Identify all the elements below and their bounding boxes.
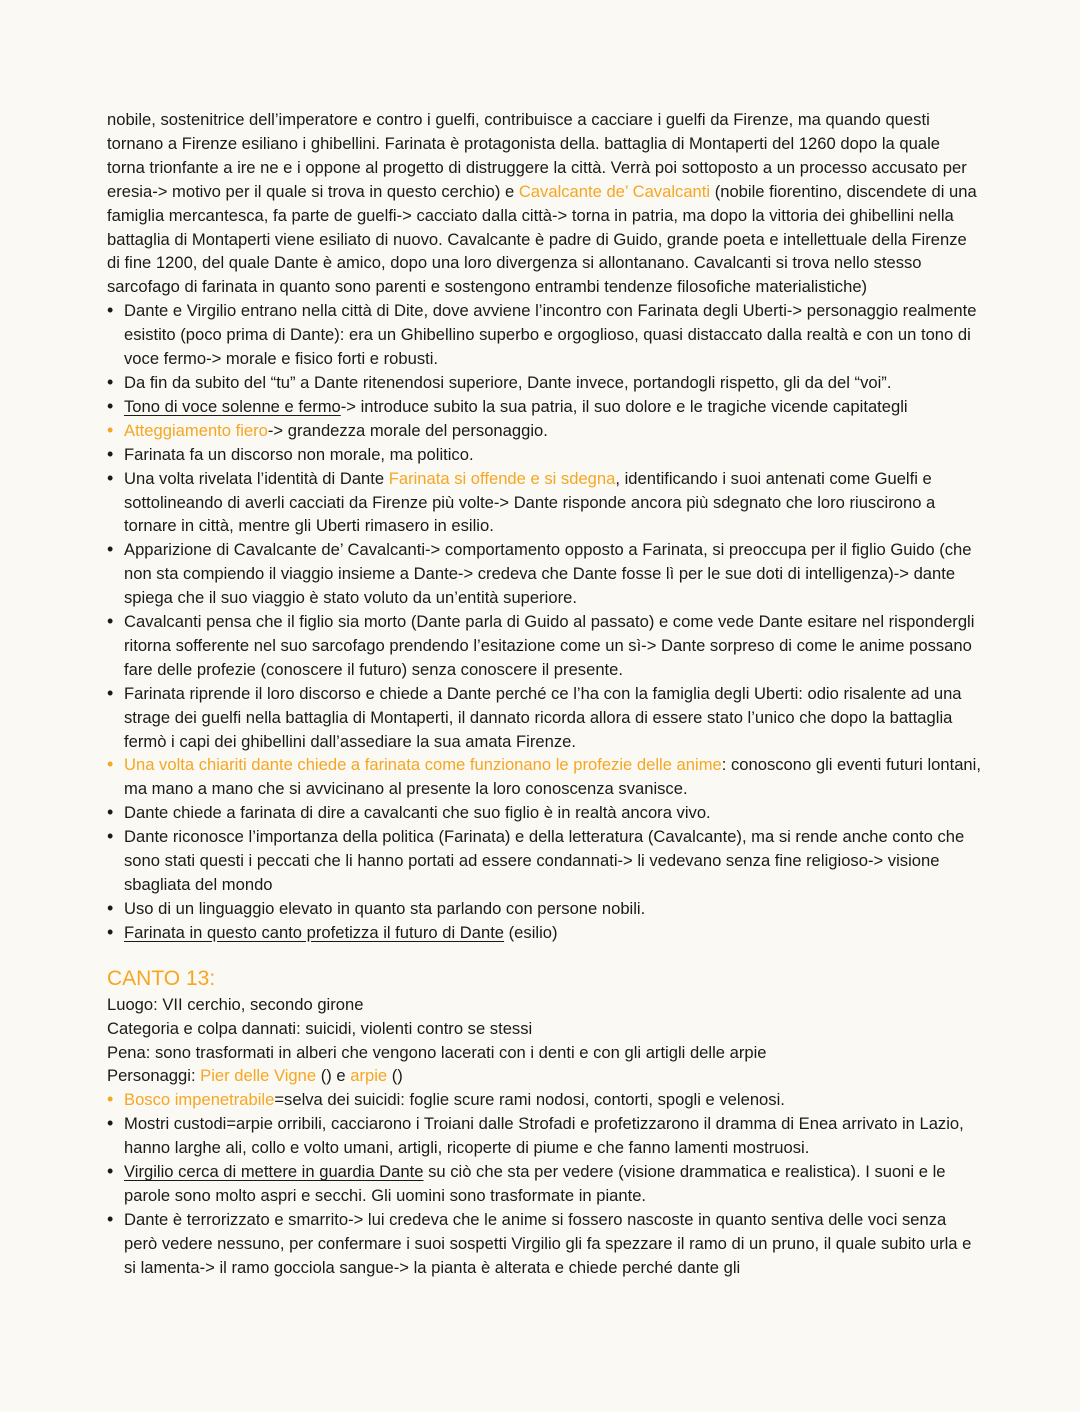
personaggi-line (107, 1064, 982, 1088)
personaggi-text: () (387, 1066, 403, 1086)
list-item (107, 1088, 982, 1112)
list-item-text: Farinata riprende il loro discorso e chiede a Dante perché ce l’ha con la famiglia degli Uberti: odio risalente ad una strage dei guelfi nella battaglia di Montaperti, il dannato ricorda allora di essere stato l’unico che dopo la battaglia fermò i capi dei ghibellini dall’assediare la sua amata Firenze. (124, 683, 962, 751)
intro-paragraph (107, 108, 982, 299)
highlight-text: Farinata si offende e si sdegna (388, 468, 616, 488)
list-item-text: Una volta rivelata l’identità di Dante (124, 468, 389, 488)
list-item-text: Mostri custodi=arpie orribili, cacciarono i Troiani dalle Strofadi e profetizzarono il dramma di Enea arrivato in Lazio, hanno larghe ali, collo e volto umani, artigli, ricoperte di piume e che fanno lamenti mostruosi. (124, 1114, 964, 1158)
highlight-text: Atteggiamento fiero (124, 420, 268, 440)
highlight-text: Una volta chiariti dante chiede a farinata come funzionano le profezie delle anime (124, 755, 722, 775)
categoria-line: Categoria e colpa dannati: suicidi, violenti contro se stessi (107, 1018, 533, 1038)
list-item-text: -> introduce subito la sua patria, il suo dolore e le tragiche vicende capitategli (340, 396, 908, 416)
list-item (107, 897, 982, 921)
canto13-heading: CANTO 13: (107, 966, 216, 990)
list-item-text: Farinata fa un discorso non morale, ma politico. (124, 444, 474, 464)
list-item-text: : conoscono gli eventi futuri lontani, ma mano a mano che si avvicinano al presente la loro conoscenza svanisce. (124, 755, 981, 799)
pena-line: Pena: sono trasformati in alberi che vengono lacerati con i denti e con gli artigli delle arpie (107, 1042, 767, 1062)
highlight-text: Bosco impenetrabile (124, 1090, 275, 1110)
list-item (107, 682, 982, 754)
luogo-line: Luogo: VII cerchio, secondo girone (107, 994, 364, 1014)
list-item-text: su ciò che sta per vedere (visione drammatica e realistica). I suoni e le parole sono molto aspri e secchi. Gli uomini sono trasformate in piante. (124, 1162, 946, 1205)
intro-text-1: nobile, sostenitrice dell’imperatore e contro i guelfi, contribuisce a cacciare i guelfi da Firenze, ma quando questi tornano a Firenze esiliano i ghibellini. Farinata è protagonista della. battaglia di Montaperti del 1260 dopo la quale torna trionfante a ire ne e i oppone al progetto di distruggere la città. Verrà poi sottoposto a un processo accusato per eresia-> motivo per il quale si trova in questo cerchio) e (107, 110, 967, 201)
list-item (107, 443, 982, 467)
list-item (107, 371, 982, 395)
list-item (107, 801, 982, 825)
underlined-text: Tono di voce solenne e fermo (124, 396, 341, 416)
list-item-text: (esilio) (504, 922, 558, 942)
list-item (107, 1208, 982, 1280)
list-item-text: =selva dei suicidi: foglie scure rami nodosi, contorti, spogli e velenosi. (274, 1090, 785, 1110)
list-item (107, 753, 982, 801)
list-item (107, 395, 982, 419)
list-item-text: Cavalcanti pensa che il figlio sia morto (Dante parla di Guido al passato) e come vede Dante esitare nel rispondergli ritorna sofferente nel suo sarcofago prendendo l’esitazione come un sì-> Dante sorpreso di come le anime possano fare delle profezie (conoscere il futuro) senza conoscere il presente. (124, 612, 975, 679)
list-item-text: Dante chiede a farinata di dire a cavalcanti che suo figlio è in realtà ancora vivo. (124, 803, 711, 823)
list-item (107, 299, 982, 371)
list-item-text: Da fin da subito del “tu” a Dante ritenendosi superiore, Dante invece, portandogli rispetto, gli da del “voi”. (124, 372, 892, 392)
list-item (107, 467, 982, 539)
list-item (107, 921, 982, 945)
document-page (107, 108, 982, 1280)
highlight-text: Pier delle Vigne (200, 1066, 317, 1086)
list-item-text: -> grandezza morale del personaggio. (267, 420, 548, 440)
list-item-text: Dante riconosce l’importanza della politica (Farinata) e della letteratura (Cavalcante), ma si rende anche conto che sono stati questi i peccati che li hanno portati ad essere condannati-> li vedevano senza fine religioso-> visione sbagliata del mondo (124, 827, 965, 894)
list-item (107, 610, 982, 682)
list-item-text: Dante e Virgilio entrano nella città di Dite, dove avviene l’incontro con Farinata degli Uberti-> personaggio realmente esistito (poco prima di Dante): era un Ghibellino superbo e orgoglioso, quasi distaccato dalla realtà e con un tono di voce fermo-> morale e fisico forti e robusti. (124, 301, 977, 369)
cavalcante-highlight: Cavalcante de’ Cavalcanti (518, 181, 711, 201)
highlight-text: arpie (350, 1066, 388, 1086)
list-item-text: Uso di un linguaggio elevato in quanto sta parlando con persone nobili. (124, 898, 646, 918)
list-item-text: Apparizione di Cavalcante de’ Cavalcanti-> comportamento opposto a Farinata, si preoccupa per il figlio Guido (che non sta compiendo il viaggio insieme a Dante-> credeva che Dante fosse lì per le sue doti di intelligenza)-> dante spiega che il suo viaggio è stato voluto da un’entità superiore. (124, 540, 972, 608)
personaggi-label: Personaggi: (107, 1066, 201, 1086)
list-item (107, 1160, 982, 1208)
list-item (107, 419, 982, 443)
canto10-bullet-list (107, 299, 982, 944)
list-item (107, 1112, 982, 1160)
canto13-bullet-list (107, 1088, 982, 1279)
list-item-text: Dante è terrorizzato e smarrito-> lui credeva che le anime si fossero nascoste in quanto sentiva delle voci senza però vedere nessuno, per confermare i suoi sospetti Virgilio gli fa spezzare il ramo di un pruno, il quale subito urla e si lamenta-> il ramo gocciola sangue-> la pianta è alterata e chiede perché dante gli (124, 1209, 972, 1277)
list-item-text: , identificando i suoi antenati come Guelfi e sottolineando di averli cacciati da Firenze più volte-> Dante risponde ancora più sdegnato che loro riuscirono a tornare in città, mentre gli Uberti rimasero in esilio. (124, 468, 936, 536)
list-item (107, 825, 982, 897)
underlined-text: Virgilio cerca di mettere in guardia Dante (124, 1162, 424, 1182)
personaggi-text: () e (316, 1066, 351, 1086)
intro-text-2: (nobile fiorentino, discendete di una famiglia mercantesca, fa parte de guelfi-> cacciato dalla città-> torna in patria, ma dopo la vittoria dei ghibellini nella battaglia di Montaperti viene esiliato di nuovo. Cavalcante è padre di Guido, grande poeta e intellettuale della Firenze di fine 1200, del quale Dante è amico, dopo una loro divergenza si allontanano. Cavalcanti si trova nello stesso sarcofago di farinata in quanto sono parenti e sostengono entrambi tendenze filosofiche materialistiche) (107, 181, 977, 297)
underlined-text: Farinata in questo canto profetizza il futuro di Dante (124, 922, 505, 942)
list-item (107, 538, 982, 610)
